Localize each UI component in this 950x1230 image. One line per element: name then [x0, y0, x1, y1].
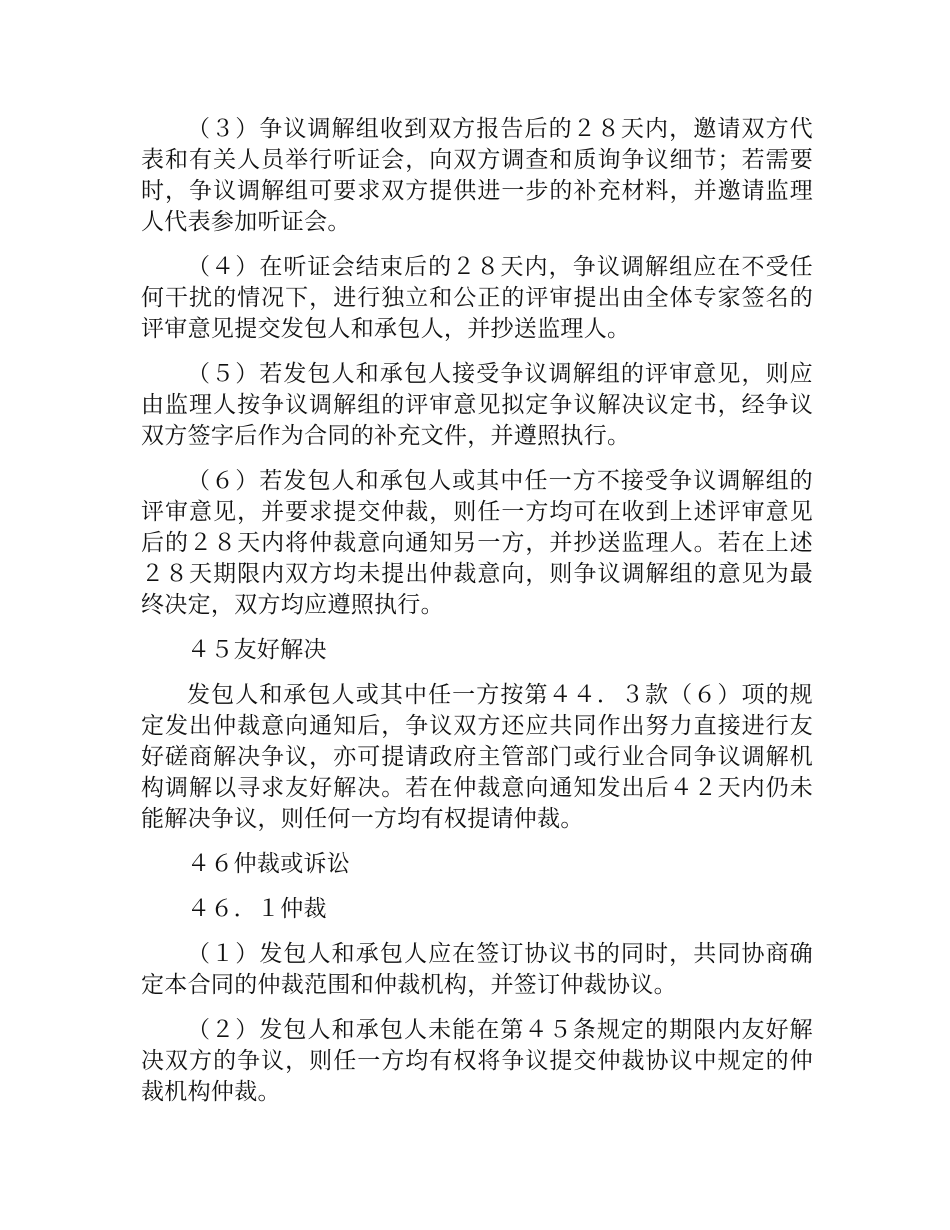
paragraph-arbitration-1: （１）发包人和承包人应在签订协议书的同时，共同协商确定本合同的仲裁范围和仲裁机构，并签订仲裁协议。	[141, 941, 813, 998]
paragraph-arbitration-2: （２）发包人和承包人未能在第４５条规定的期限内友好解决双方的争议，则任一方均有权将争议提交仲裁协议中规定的仲裁机构仲裁。	[141, 1017, 813, 1105]
paragraph-5-accept-opinion: （５）若发包人和承包人接受争议调解组的评审意见，则应由监理人按争议调解组的评审意见拟定争议解决议定书，经争议双方签字后作为合同的补充文件，并遵照执行。	[141, 361, 813, 449]
paragraph-6-reject-opinion: （６）若发包人和承包人或其中任一方不接受争议调解组的评审意见，并要求提交仲裁，则任一方均可在收到上述评审意见后的２８天内将仲裁意向通知另一方，并抄送监理人。若在上述２８天期限内双方均未提出仲裁意向，则争议调解组的意见为最终决定，双方均应遵照执行。	[141, 468, 813, 618]
section-heading-46-1: ４６．１仲裁	[187, 896, 327, 922]
section-heading-45: ４５友好解决	[187, 637, 327, 663]
paragraph-3-hearing: （３）争议调解组收到双方报告后的２８天内，邀请双方代表和有关人员举行听证会，向双方调查和质询争议细节；若需要时，争议调解组可要求双方提供进一步的补充材料，并邀请监理人代表参加听证会。	[141, 116, 813, 235]
section-heading-46: ４６仲裁或诉讼	[187, 851, 351, 877]
paragraph-amicable-settlement: 发包人和承包人或其中任一方按第４４．３款（６）项的规定发出仲裁意向通知后，争议双方还应共同作出努力直接进行友好磋商解决争议，亦可提请政府主管部门或行业合同争议调解机构调解以寻求友好解决。若在仲裁意向通知发出后４２天内仍未能解决争议，则任何一方均有权提请仲裁。	[141, 682, 813, 832]
paragraph-4-review-opinion: （４）在听证会结束后的２８天内，争议调解组应在不受任何干扰的情况下，进行独立和公正的评审提出由全体专家签名的评审意见提交发包人和承包人，并抄送监理人。	[141, 254, 813, 342]
document-page	[141, 114, 813, 1122]
